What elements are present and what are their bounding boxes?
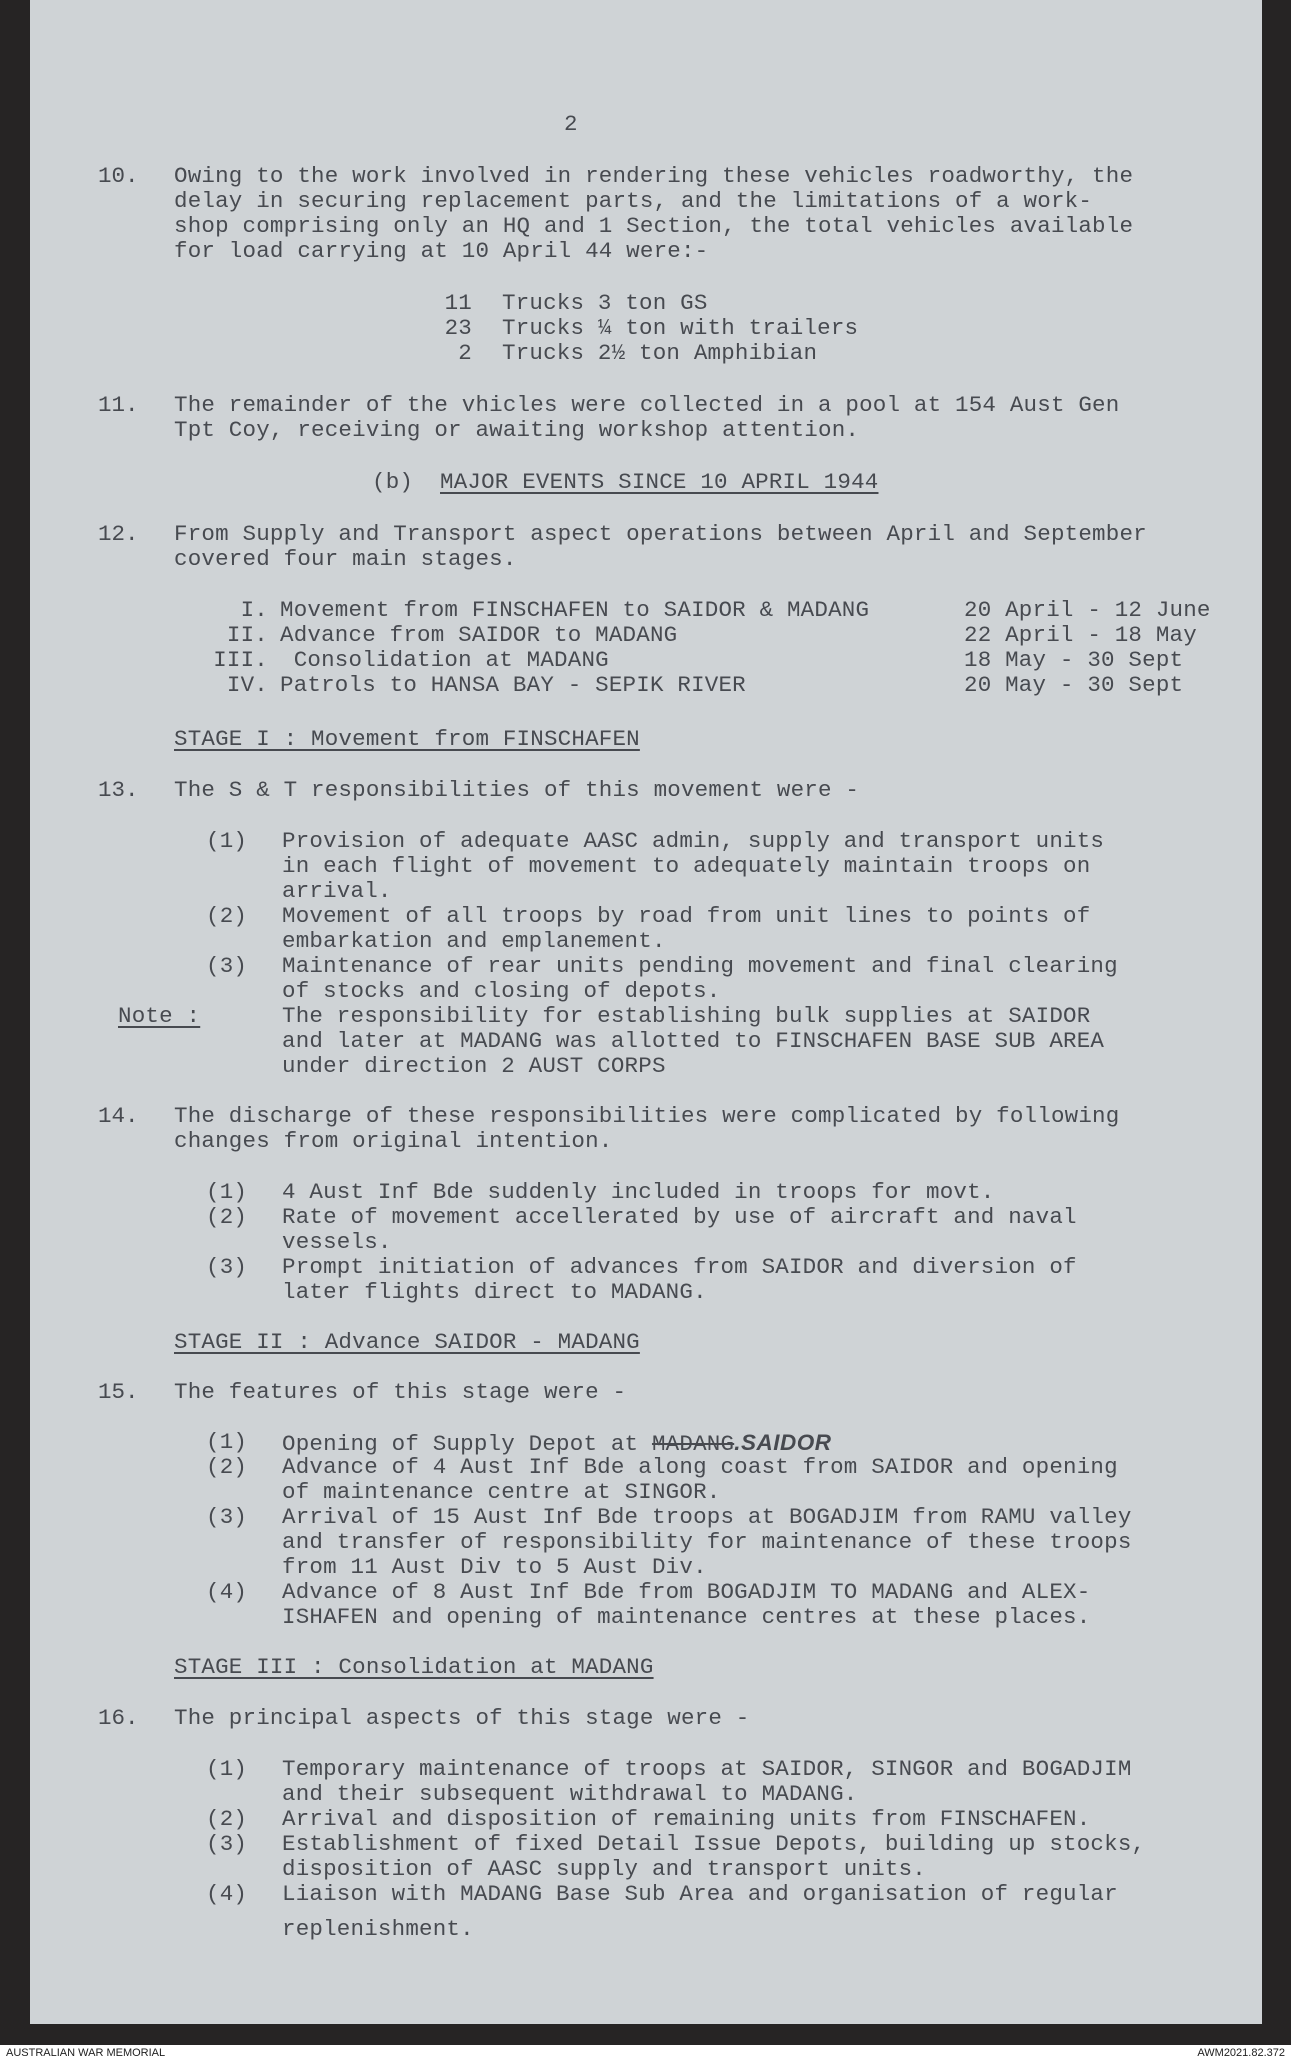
- list-item-line: from 11 Aust Div to 5 Aust Div.: [282, 1554, 707, 1580]
- stage-dates: 22 April - 18 May: [964, 622, 1197, 648]
- list-item-line: arrival.: [282, 878, 392, 904]
- vehicle-qty: 11: [444, 290, 472, 316]
- list-item-line: ISHAFEN and opening of maintenance centres at these places.: [282, 1604, 1091, 1630]
- paragraph-number: 13.: [98, 777, 139, 803]
- list-item-line: Movement of all troops by road from unit lines to points of: [282, 903, 1091, 929]
- stage-desc: Consolidation at MADANG: [280, 647, 609, 673]
- list-item-line: Establishment of fixed Detail Issue Depots, building up stocks,: [282, 1831, 1146, 1857]
- paragraph-line: The remainder of the vhicles were collected in a pool at 154 Aust Gen: [174, 392, 1120, 418]
- paragraph-number: 14.: [98, 1103, 139, 1129]
- stage-roman: III.: [213, 647, 268, 673]
- list-item-number: (3): [206, 1504, 248, 1530]
- paragraph-number: 12.: [98, 521, 139, 547]
- document-page: [30, 0, 1262, 2024]
- list-item-number: (2): [206, 903, 248, 929]
- paragraph-line: for load carrying at 10 April 44 were:-: [174, 238, 709, 264]
- paragraph-line: covered four main stages.: [174, 546, 517, 572]
- paragraph-line: delay in securing replacement parts, and the limitations of a work-: [174, 188, 1093, 214]
- list-item-line: Provision of adequate AASC admin, supply and transport units: [282, 828, 1105, 854]
- paragraph-number: 16.: [98, 1705, 139, 1731]
- list-item-line: and their subsequent withdrawal to MADANG.: [282, 1781, 858, 1807]
- list-item-line: Maintenance of rear units pending movement and final clearing: [282, 953, 1118, 979]
- paragraph-line: Tpt Coy, receiving or awaiting workshop attention.: [174, 417, 860, 443]
- list-item-line: [282, 1430, 831, 1457]
- list-item-line: embarkation and emplanement.: [282, 928, 666, 954]
- list-item-number: (2): [206, 1806, 248, 1832]
- list-item-line: 4 Aust Inf Bde suddenly included in troops for movt.: [282, 1179, 995, 1205]
- paragraph-line: Owing to the work involved in rendering these vehicles roadworthy, the: [174, 163, 1134, 189]
- list-item-line: and transfer of responsibility for maintenance of these troops: [282, 1529, 1132, 1555]
- stage-dates: 18 May - 30 Sept: [964, 647, 1184, 673]
- list-item-line: Rate of movement accellerated by use of aircraft and naval: [282, 1204, 1077, 1230]
- list-item-line: disposition of AASC supply and transport units.: [282, 1856, 927, 1882]
- vehicle-desc: Trucks ¼ ton with trailers: [502, 315, 859, 341]
- list-item-number: (2): [206, 1454, 248, 1480]
- paragraph-line: From Supply and Transport aspect operations between April and September: [174, 521, 1147, 547]
- paragraph-intro: The features of this stage were -: [174, 1379, 627, 1405]
- list-item-line: Liaison with MADANG Base Sub Area and organisation of regular: [282, 1881, 1118, 1907]
- paragraph-line: The discharge of these responsibilities were complicated by following: [174, 1103, 1120, 1129]
- list-item-number: (1): [206, 1179, 248, 1205]
- section-label: (b): [372, 469, 414, 495]
- page-number: 2: [564, 111, 578, 137]
- list-item-number: (4): [206, 1881, 248, 1907]
- archive-footer: [0, 2045, 1291, 2061]
- list-item-line: Prompt initiation of advances from SAIDOR and diversion of: [282, 1254, 1077, 1280]
- stage-desc: Movement from FINSCHAFEN to SAIDOR & MADANG: [280, 597, 870, 623]
- list-item-line: Advance of 8 Aust Inf Bde from BOGADJIM TO MADANG and ALEX-: [282, 1579, 1091, 1605]
- list-item-number: (1): [206, 1429, 248, 1455]
- stage-desc: Advance from SAIDOR to MADANG: [280, 622, 678, 648]
- stage-roman: I.: [240, 597, 268, 623]
- paragraph-number: 10.: [98, 163, 139, 189]
- list-item-line: Advance of 4 Aust Inf Bde along coast from SAIDOR and opening: [282, 1454, 1118, 1480]
- paragraph-intro: The S & T responsibilities of this movement were -: [174, 777, 860, 803]
- stage-desc: Patrols to HANSA BAY - SEPIK RIVER: [280, 672, 746, 698]
- list-item-line: later flights direct to MADANG.: [282, 1279, 707, 1305]
- list-item-number: (4): [206, 1579, 248, 1605]
- paragraph-number: 15.: [98, 1379, 139, 1405]
- list-item-number: (3): [206, 953, 248, 979]
- list-item-number: (3): [206, 1254, 248, 1280]
- stage-dates: 20 April - 12 June: [964, 597, 1211, 623]
- list-item-line: of maintenance centre at SINGOR.: [282, 1479, 721, 1505]
- paragraph-number: 11.: [98, 392, 139, 418]
- vehicle-desc: Trucks 3 ton GS: [502, 290, 708, 316]
- vehicle-qty: 2: [458, 340, 472, 366]
- paragraph-intro: The principal aspects of this stage were -: [174, 1705, 750, 1731]
- footer-right: AWM2021.82.372: [1197, 2047, 1285, 2059]
- stage-heading: STAGE II : Advance SAIDOR - MADANG: [174, 1329, 640, 1355]
- item-text: Opening of Supply Depot at: [282, 1431, 652, 1457]
- struck-text: MADANG: [651, 1431, 735, 1457]
- stage-roman: IV.: [226, 672, 268, 698]
- section-heading: MAJOR EVENTS SINCE 10 APRIL 1944: [440, 469, 879, 495]
- list-item-number: (2): [206, 1204, 248, 1230]
- list-item-line: vessels.: [282, 1229, 392, 1255]
- list-item-number: (1): [206, 828, 248, 854]
- vehicle-desc: Trucks 2½ ton Amphibian: [502, 340, 818, 366]
- list-item-line: Arrival of 15 Aust Inf Bde troops at BOGADJIM from RAMU valley: [282, 1504, 1132, 1530]
- list-item-line: Temporary maintenance of troops at SAIDOR, SINGOR and BOGADJIM: [282, 1756, 1132, 1782]
- list-item-number: (1): [206, 1756, 248, 1782]
- vehicle-qty: 23: [444, 315, 472, 341]
- note-line: The responsibility for establishing bulk supplies at SAIDOR: [282, 1003, 1091, 1029]
- paragraph-line: changes from original intention.: [174, 1128, 613, 1154]
- stage-heading: STAGE I : Movement from FINSCHAFEN: [174, 726, 640, 752]
- list-item-line: in each flight of movement to adequately maintain troops on: [282, 853, 1091, 879]
- handwritten-correction: .SAIDOR: [734, 1430, 832, 1455]
- stage-roman: II.: [226, 622, 268, 648]
- stage-dates: 20 May - 30 Sept: [964, 672, 1184, 698]
- note-line: under direction 2 AUST CORPS: [282, 1053, 666, 1079]
- note-label: Note :: [118, 1003, 201, 1029]
- paragraph-line: shop comprising only an HQ and 1 Section, the total vehicles available: [174, 213, 1134, 239]
- list-item-line: of stocks and closing of depots.: [282, 978, 721, 1004]
- stage-heading: STAGE III : Consolidation at MADANG: [174, 1654, 654, 1680]
- list-item-line: Arrival and disposition of remaining units from FINSCHAFEN.: [282, 1806, 1091, 1832]
- list-item-number: (3): [206, 1831, 248, 1857]
- footer-left: AUSTRALIAN WAR MEMORIAL: [6, 2047, 166, 2059]
- note-line: and later at MADANG was allotted to FINSCHAFEN BASE SUB AREA: [282, 1028, 1105, 1054]
- list-item-line: replenishment.: [282, 1916, 474, 1942]
